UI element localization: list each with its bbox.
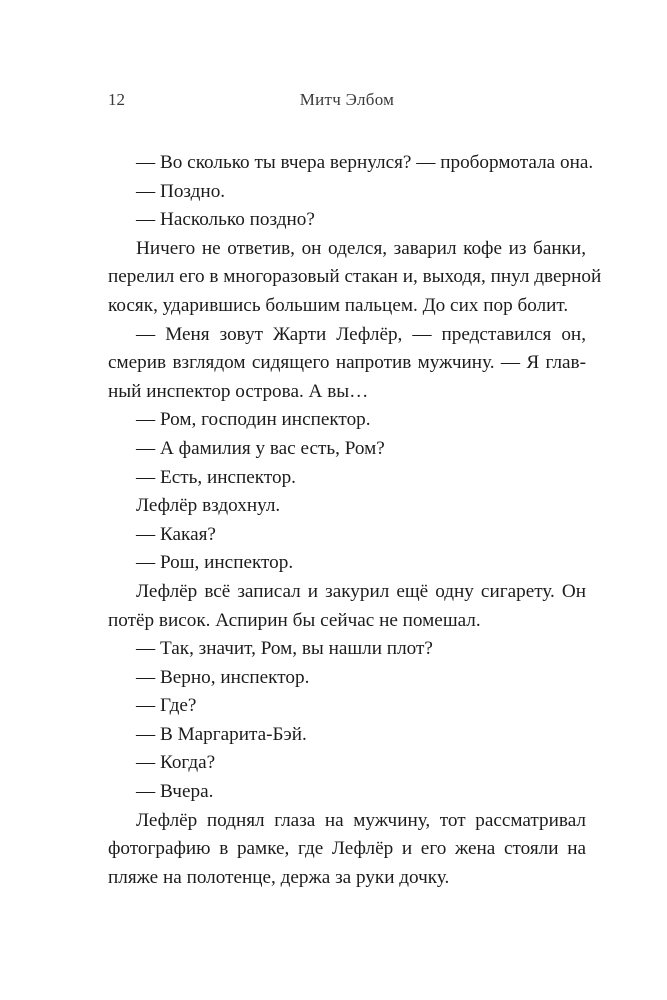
- page-body-text: [108, 149, 602, 892]
- text-line: — Насколько поздно?: [136, 209, 315, 231]
- running-head: Митч Элбом: [299, 90, 395, 109]
- text-line: — Какая?: [136, 523, 216, 545]
- text-line: — В Маргарита-Бэй.: [136, 723, 307, 745]
- text-line: — Есть, инспектор.: [136, 466, 296, 488]
- text-line: потёр висок. Аспирин бы сейчас не помешал.: [108, 609, 481, 631]
- page-number: 12: [108, 90, 125, 109]
- text-line: — Меня зовут Жарти Лефлёр, — представился он,: [136, 323, 586, 345]
- dialogue-line: [108, 464, 586, 493]
- text-line: — Так, значит, Ром, вы нашли плот?: [136, 638, 433, 660]
- dialogue-line: [108, 492, 586, 521]
- paragraph: [108, 578, 586, 635]
- dialogue-line: [108, 635, 586, 664]
- text-line: — А фамилия у вас есть, Ром?: [136, 437, 385, 459]
- dialogue-line: [108, 749, 586, 778]
- dialogue-line: [108, 178, 586, 207]
- page-header: [108, 90, 586, 114]
- text-line: смерив взглядом сидящего напротив мужчину. — Я глав-: [108, 352, 586, 374]
- dialogue-line: [108, 406, 586, 435]
- dialogue-line: [108, 549, 586, 578]
- dialogue-line: [108, 664, 586, 693]
- text-line: — Вчера.: [136, 781, 214, 803]
- text-line: — Во сколько ты вчера вернулся? — пробормотала она.: [136, 152, 594, 173]
- paragraph: [108, 807, 586, 893]
- text-line: Лефлёр всё записал и закурил ещё одну сигарету. Он: [136, 580, 586, 602]
- text-line: — Поздно.: [136, 180, 226, 202]
- text-line: Лефлёр поднял глаза на мужчину, тот рассматривал: [136, 809, 586, 831]
- dialogue-line: [108, 692, 586, 721]
- dialogue-line: [108, 206, 586, 235]
- dialogue-line: [108, 721, 586, 750]
- paragraph: [108, 235, 602, 321]
- text-line: Лефлёр вздохнул.: [136, 495, 281, 517]
- dialogue-line: [108, 521, 586, 550]
- dialogue-line: [108, 435, 586, 464]
- text-line: Ничего не ответив, он оделся, заварил кофе из банки,: [136, 237, 586, 259]
- text-line: — Где?: [136, 695, 197, 717]
- dialogue-line: [108, 778, 586, 807]
- dialogue-line: [108, 149, 594, 178]
- text-line: — Когда?: [136, 752, 216, 774]
- paragraph: [108, 321, 586, 407]
- text-line: ный инспектор острова. А вы…: [108, 380, 369, 402]
- text-line: косяк, ударившись большим пальцем. До сих пор болит.: [108, 294, 569, 316]
- text-line: перелил его в многоразовый стакан и, выходя, пнул дверной: [108, 266, 602, 288]
- text-line: — Ром, господин инспектор.: [136, 409, 371, 431]
- text-line: — Рош, инспектор.: [136, 552, 294, 574]
- text-line: пляже на полотенце, держа за руки дочку.: [108, 866, 450, 888]
- text-line: фотографию в рамке, где Лефлёр и его жена стояли на: [108, 838, 586, 860]
- text-line: — Верно, инспектор.: [136, 666, 310, 688]
